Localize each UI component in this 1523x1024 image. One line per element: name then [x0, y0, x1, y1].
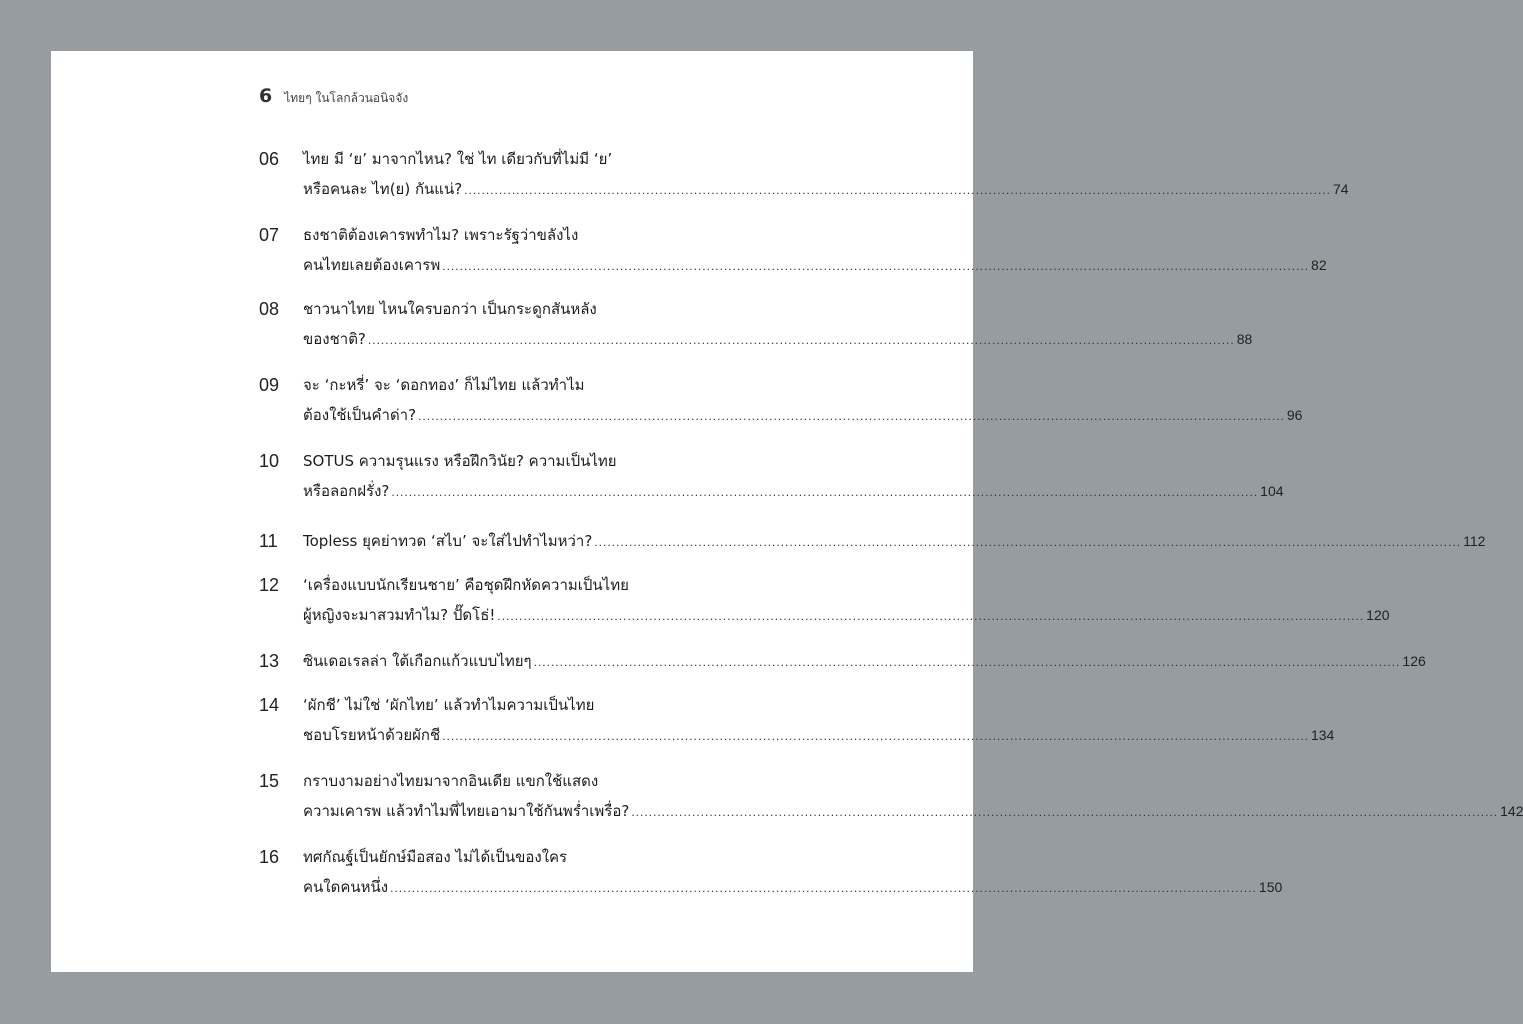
chapter-title-text: ซินเดอเรลล่า ใต้เกือกแก้วแบบไทยๆ — [303, 652, 532, 670]
page-ref: 126 — [1402, 653, 1426, 669]
chapter-title-text: ธงชาติต้องเคารพทำไม? เพราะรัฐว่าขลังไง — [303, 226, 579, 244]
chapter-title-text: คนใดคนหนึ่ง — [303, 878, 389, 896]
chapter-title-text: SOTUS ความรุนแรง หรือฝึกวินัย? ความเป็นไทย — [303, 452, 617, 470]
chapter-title-text: ชอบโรยหน้าด้วยผักชี — [303, 726, 441, 744]
chapter-number: 07 — [259, 225, 280, 245]
chapter-title-line — [303, 530, 1486, 552]
chapter-title-text: กราบงามอย่างไทยมาจากอินเดีย แขกใช้แสดง — [303, 772, 599, 790]
page-ref: 120 — [1366, 607, 1390, 623]
chapter-number: 13 — [259, 651, 280, 671]
chapter-number: 09 — [259, 375, 280, 395]
chapter-title-text: ชาวนาไทย ไหนใครบอกว่า เป็นกระดูกสันหลัง — [303, 300, 597, 318]
chapter-title-text: ‘เครื่องแบบนักเรียนชาย’ คือชุดฝึกหัดความเป็นไทย — [303, 576, 629, 594]
chapter-number: 14 — [259, 695, 280, 715]
chapter-number: 10 — [259, 451, 280, 471]
page-ref: 112 — [1463, 533, 1486, 549]
chapter-number: 15 — [259, 771, 280, 791]
chapter-title-text: จะ ‘กะหรี่’ จะ ‘ดอกทอง’ ก็ไม่ไทย แล้วทำไม — [303, 376, 585, 394]
chapter-title — [303, 530, 1486, 552]
chapter-number: 06 — [259, 149, 280, 169]
chapter-title-line — [303, 178, 1349, 200]
dot-leader: ........................................................................................................................................................................................................ — [464, 183, 1331, 197]
page-header — [259, 85, 408, 108]
chapter-title-line — [303, 846, 727, 868]
chapter-title-line — [303, 480, 1284, 502]
page-ref: 134 — [1310, 727, 1335, 743]
chapter-title-text: หรือลอกฝรั่ง? — [303, 482, 390, 500]
page-ref: 96 — [1286, 407, 1303, 423]
chapter-title-line — [303, 148, 727, 170]
chapter-title-text: หรือคนละ ไท(ย) กันแน่? — [303, 180, 463, 198]
chapter-title-text: ผู้หญิงจะมาสวมทำไม? ปั๊ดโธ่! — [303, 606, 496, 624]
chapter-title — [303, 298, 1253, 350]
dot-leader: ........................................................................................................................................................................................................ — [442, 729, 1309, 743]
chapter-title — [303, 574, 1390, 626]
dot-leader: ........................................................................................................................................................................................................ — [497, 609, 1365, 623]
chapter-title-line — [303, 800, 1523, 822]
chapter-title-line — [303, 224, 727, 246]
chapter-title-line — [303, 328, 1253, 350]
page-ref: 142 — [1500, 803, 1523, 819]
chapter-title-line — [303, 724, 1335, 746]
chapter-title-text: คนไทยเลยต้องเคารพ — [303, 256, 441, 274]
chapter-number: 16 — [259, 847, 280, 867]
chapter-title-line — [303, 450, 727, 472]
dot-leader: ........................................................................................................................................................................................................ — [390, 881, 1257, 895]
chapter-title — [303, 450, 1284, 502]
dot-leader: ........................................................................................................................................................................................................ — [391, 485, 1259, 499]
page-ref: 88 — [1236, 331, 1253, 347]
dot-leader: ........................................................................................................................................................................................................ — [367, 333, 1235, 347]
dot-leader: ........................................................................................................................................................................................................ — [594, 535, 1462, 549]
chapter-title-line — [303, 374, 727, 396]
chapter-title-line — [303, 770, 727, 792]
chapter-title-text: ทศกัณฐ์เป็นยักษ์มือสอง ไม่ได้เป็นของใคร — [303, 848, 568, 866]
chapter-title-line — [303, 694, 727, 716]
chapter-title — [303, 770, 1523, 822]
chapter-title-line — [303, 604, 1390, 626]
page-ref: 82 — [1311, 257, 1327, 273]
chapter-title-line — [303, 254, 1327, 276]
chapter-number: 08 — [259, 299, 280, 319]
chapter-title-text: ไทย มี ‘ย’ มาจากไหน? ใช่ ไท เดียวกับที่ไม่มี ‘ย’ — [303, 150, 613, 168]
chapter-title-line — [303, 876, 1283, 898]
chapter-title-line — [303, 298, 727, 320]
chapter-title-line — [303, 650, 1426, 672]
dot-leader: ........................................................................................................................................................................................................ — [418, 409, 1285, 423]
page-ref: 150 — [1258, 879, 1283, 895]
page-number: 6 — [259, 85, 273, 107]
chapter-title — [303, 224, 1327, 276]
chapter-title-text: ต้องใช้เป็นคำด่า? — [303, 406, 417, 424]
page-ref: 104 — [1260, 483, 1284, 499]
dot-leader: ........................................................................................................................................................................................................ — [442, 259, 1310, 273]
chapter-title — [303, 650, 1426, 672]
chapter-title — [303, 374, 1303, 426]
chapter-number: 12 — [259, 575, 280, 595]
chapter-title — [303, 846, 1283, 898]
chapter-number: 11 — [259, 531, 278, 551]
chapter-title-text: ของชาติ? — [303, 330, 366, 348]
dot-leader: ........................................................................................................................................................................................................ — [533, 655, 1401, 669]
page-ref: 74 — [1332, 181, 1349, 197]
chapter-title — [303, 694, 1335, 746]
chapter-title-text: ความเคารพ แล้วทำไมพี่ไทยเอามาใช้กันพร่ำเพรื่อ? — [303, 802, 630, 820]
book-page — [51, 51, 1523, 972]
chapter-title-line — [303, 574, 727, 596]
book-title: ไทยๆ ในโลกล้วนอนิจจัง — [284, 91, 409, 105]
chapter-title — [303, 148, 1349, 200]
dot-leader: ........................................................................................................................................................................................................ — [631, 805, 1499, 819]
chapter-title-text: Topless ยุคย่าทวด ‘สไบ’ จะใส่ไปทำไมหว่า? — [303, 532, 593, 550]
chapter-title-text: ‘ผักชี’ ไม่ใช่ ‘ผักไทย’ แล้วทำไมความเป็นไทย — [303, 696, 595, 714]
chapter-title-line — [303, 404, 1303, 426]
